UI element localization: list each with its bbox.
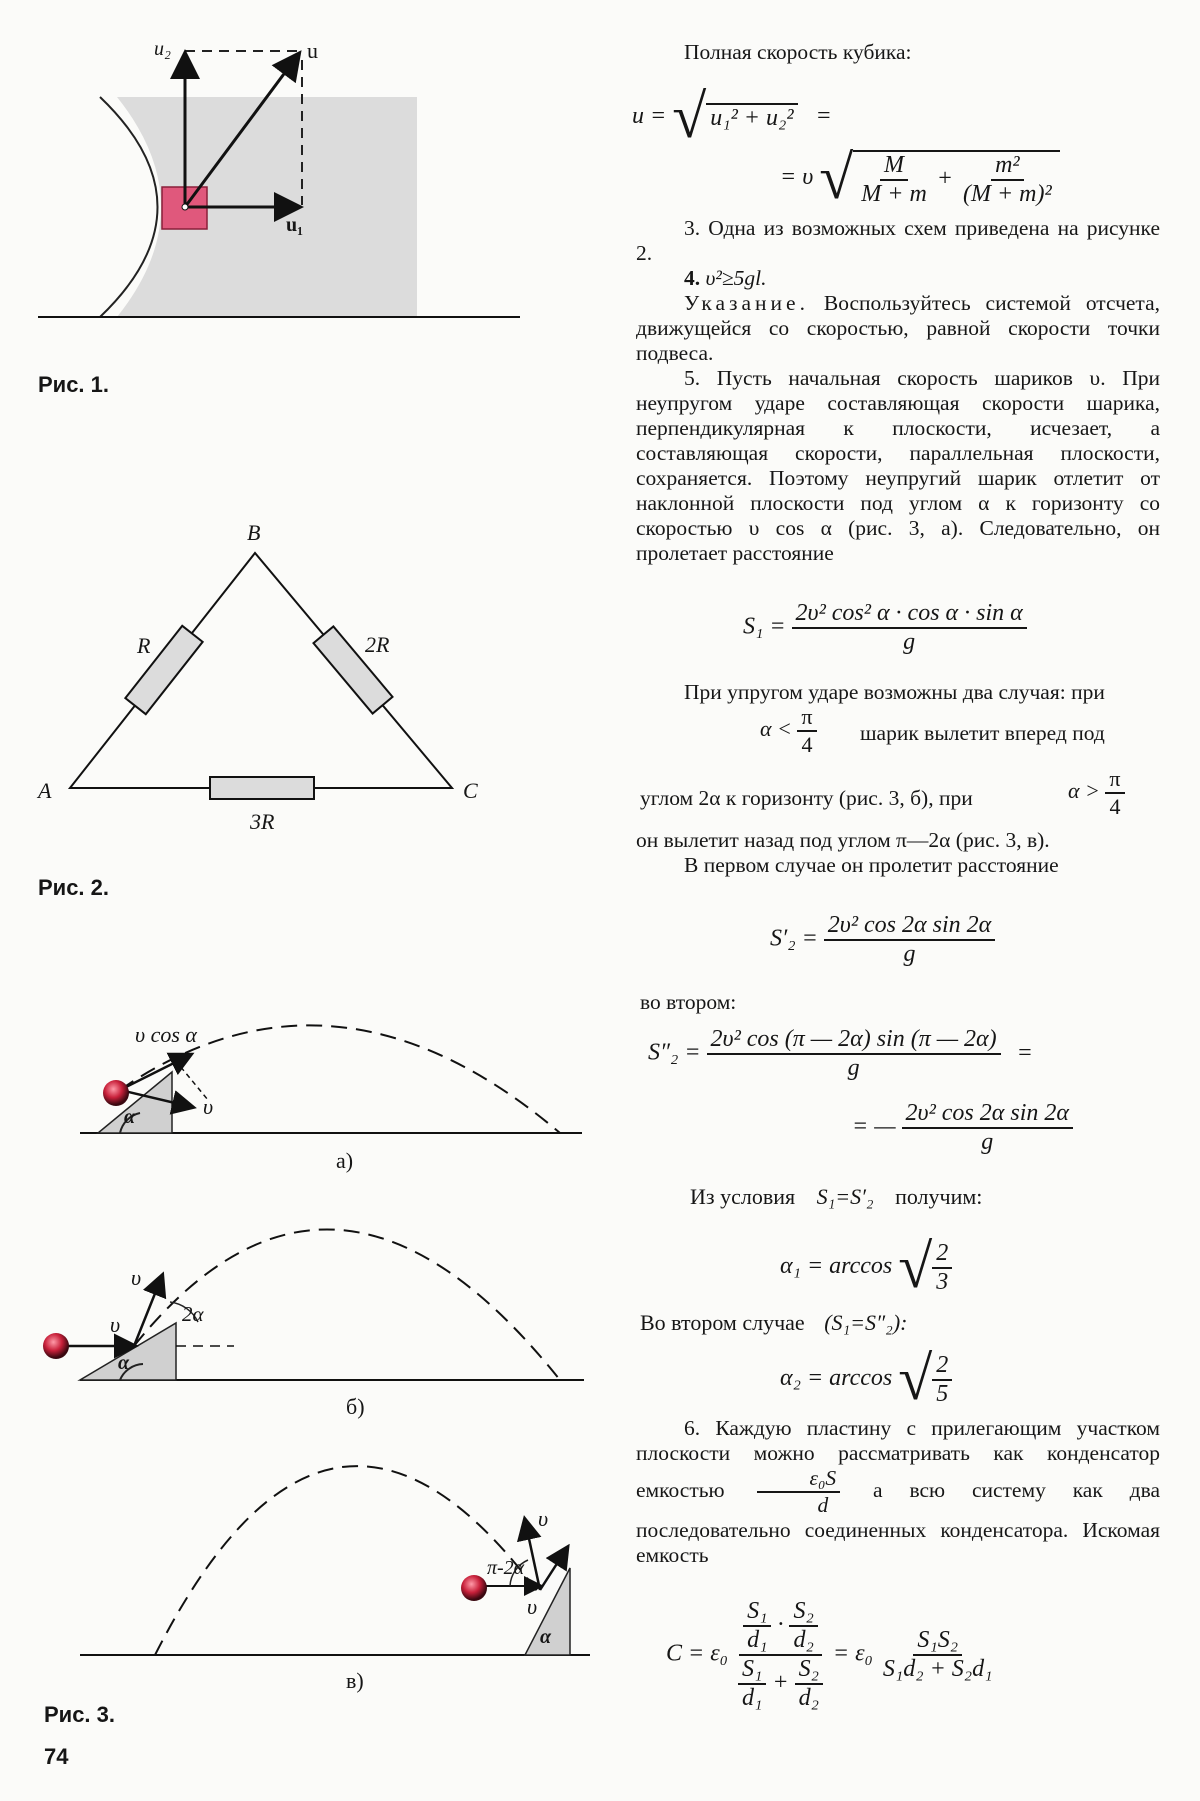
fig3a-label-vcos: υ cos α (135, 1022, 197, 1047)
eq-s1-lhs: S₁ = (743, 613, 786, 640)
fig2-label-2R: 2R (365, 632, 390, 657)
fig1-label-u: u (307, 38, 318, 63)
eq-s2p-num: 2υ² cos 2α sin 2α (824, 912, 995, 941)
eq-s2-dprime-2 (852, 1100, 1073, 1156)
fig3c-label-alpha: α (540, 1626, 552, 1648)
eq-u2-d2: (M + m)² (962, 180, 1052, 207)
item-6-b-text: а всю систему как два последовательно соединенных конденсатора. Искомая емкость (636, 1477, 1161, 1567)
hint-text: Воспользуйтесь системой отсчета, движущейся со скоростью, равной скорости точки подвеса. (636, 291, 1160, 365)
eq-u-eq: = (815, 103, 832, 130)
eq-C-d1b: d₁ (742, 1685, 763, 1711)
resistor-3R (210, 777, 314, 799)
eq-C-eq: = ε₀ (832, 1640, 873, 1667)
item-4-formula: υ²≥5gl. (705, 266, 767, 290)
cond-alpha-gt-sign: α > (1068, 778, 1100, 804)
fig3b-label-v-left: υ (110, 1312, 121, 1337)
second-case-text: Во втором случае (640, 1310, 805, 1335)
eq-C-n2b: S₂ (795, 1656, 823, 1685)
item-6-a (636, 1416, 1160, 1568)
eq-C-n2: S₂ (789, 1598, 817, 1627)
fig3b-ball (43, 1333, 69, 1359)
fig3c-ball (461, 1575, 487, 1601)
eq-s2pp-lhs: S″₂ = (648, 1039, 701, 1066)
page-number: 74 (44, 1744, 69, 1769)
eq-u2-n1: M (880, 152, 908, 181)
from-cond-get: получим: (895, 1184, 983, 1209)
cond-alpha-gt (1068, 766, 1125, 820)
fig3c-label-v-top: υ (538, 1506, 549, 1531)
hint-word: Указание. (684, 291, 809, 315)
fig2-label-3R: 3R (250, 809, 275, 834)
eq-s2pp-eq: = (1016, 1039, 1033, 1066)
text-elastic-1 (636, 680, 1160, 705)
elastic-line-3: углом 2α к горизонту (рис. 3, б), при (640, 786, 973, 810)
item-3: 3. Одна из возможных схем приведена на рисунке 2. (636, 216, 1160, 265)
text-second-case (640, 1310, 907, 1336)
eq-C-d1: d₁ (747, 1627, 768, 1653)
eq-u2: = υ √ $\frac{M}{M + m}$ + $\frac{\text{m²}}{\text{(M + m)²}}$ (780, 143, 1060, 214)
fig2-label-R: R (137, 633, 151, 658)
fig2-label-C: C (463, 778, 478, 803)
text-from-condition (690, 1184, 982, 1210)
item-4-number: 4. (684, 266, 701, 290)
fig3a-sublabel: a) (336, 1148, 354, 1173)
text-elastic-end (636, 828, 1160, 878)
eq-a2-lhs: α₂ = arccos (780, 1365, 893, 1392)
eq-u: u = √ u₁² + u₂² = (632, 83, 832, 151)
eq-u-lhs: u = (632, 103, 667, 130)
eq-s2-dprime (648, 1026, 1033, 1082)
fig3a-ball (103, 1080, 129, 1106)
fig1-label-u1: u₁ (286, 214, 304, 236)
cond-gt-pi: π (1105, 766, 1124, 794)
fig3b-sublabel: б) (346, 1394, 365, 1419)
text-item-6 (636, 1416, 1160, 1568)
from-cond-formula: S₁=S′₂ (816, 1184, 874, 1209)
eq-s2pp-den: g (847, 1055, 860, 1081)
text-full-speed: Полная скорость кубика: (684, 40, 912, 64)
eq-C-lhs: C = ε₀ (666, 1640, 729, 1667)
eq-C-d2: d₂ (793, 1627, 814, 1653)
eq-capacitance (666, 1598, 996, 1712)
eq-u2-plus: + (936, 165, 953, 192)
fig3c-label-pi2a: π-2α (487, 1557, 525, 1579)
elastic-line-4: он вылетит назад под углом π—2α (рис. 3, в). (636, 828, 1050, 852)
item-4 (636, 266, 1160, 291)
eq-s2pp2-lhs: = — (852, 1113, 896, 1140)
fig2-caption: Рис. 2. (38, 875, 110, 900)
eq-s1-den: g (903, 629, 916, 655)
cond-alpha-lt-sign: α < (760, 716, 792, 742)
eq-a1-d: 3 (936, 1268, 949, 1295)
eq-u2-lhs: = υ (780, 164, 814, 191)
cap-n: ε₀S (757, 1466, 840, 1493)
fig3c-sublabel: в) (346, 1668, 364, 1693)
second-case-formula: (S₁=S″₂): (824, 1310, 908, 1335)
eq-a2-n: 2 (932, 1352, 952, 1381)
from-cond-text: Из условия (690, 1184, 796, 1209)
eq-s1-num: 2υ² cos² α · cos α · sin α (792, 600, 1027, 629)
elastic-line-1: При упругом ударе возможны два случая: при (684, 680, 1105, 704)
fig3b-label-alpha: α (118, 1352, 130, 1374)
fig3a-label-alpha: α (124, 1106, 136, 1128)
cap-d: d (817, 1493, 829, 1517)
eq-C-d2b: d₂ (798, 1685, 819, 1711)
eq-u2-n2: m² (991, 152, 1024, 181)
fig3c-label-v-low: υ (527, 1594, 538, 1619)
fig1-label-u2: u₂ (154, 38, 171, 60)
eq-C-rn: S₁S₂ (913, 1627, 962, 1656)
eq-s2pp2-den: g (981, 1129, 994, 1155)
text-second: во втором: (640, 990, 737, 1014)
eq-C-n1b: S₁ (738, 1656, 766, 1685)
hint (636, 291, 1160, 366)
eq-a1-lhs: α₁ = arccos (780, 1253, 893, 1280)
text-block-3-5 (636, 216, 1160, 566)
eq-s2-prime (770, 912, 995, 968)
eq-s2p-lhs: S′₂ = (770, 925, 818, 952)
fig1-caption: Рис. 1. (38, 372, 110, 397)
eq-s2pp2-num: 2υ² cos 2α sin 2α (902, 1100, 1073, 1129)
eq-C-n1: S₁ (743, 1598, 771, 1627)
fig2-circuit (70, 553, 452, 799)
cond-lt-pi: π (797, 704, 816, 732)
eq-alpha1: α₁ = arccos √ $\frac{2}{3}$ (780, 1232, 952, 1303)
cond-lt-four: 4 (801, 732, 813, 757)
eq-alpha2: α₂ = arccos √ $\frac{2}{5}$ (780, 1344, 952, 1415)
fig3b-label-2alpha: 2α (182, 1302, 204, 1326)
first-case: В первом случае он пролетит расстояние (684, 853, 1059, 877)
eq-s2pp-num: 2υ² cos (π — 2α) sin (π — 2α) (707, 1026, 1001, 1055)
cond-alpha-lt (760, 704, 817, 758)
eq-C-rd: S₁d₂ + S₂d₁ (882, 1656, 993, 1682)
eq-u2-d1: M + m (861, 180, 927, 207)
cond-gt-four: 4 (1109, 794, 1121, 819)
item-6-a-text: 6. Каждую пластину с прилегающим участком плоскости можно рассматривать как конденсатор емкостью (636, 1416, 1160, 1502)
eq-C-dot: · (777, 1611, 784, 1638)
fig3b-label-v-top: υ (131, 1265, 142, 1290)
eq-a1-n: 2 (932, 1240, 952, 1269)
fig2-label-B: B (247, 520, 261, 545)
fig3-caption: Рис. 3. (44, 1702, 116, 1727)
elastic-line-2: шарик вылетит вперед под (860, 721, 1105, 745)
eq-u-radicand: u₁² + u₂² (706, 103, 797, 132)
eq-s2p-den: g (903, 941, 916, 967)
fig1-diagram (38, 51, 520, 317)
eq-s1 (743, 600, 1027, 656)
eq-a2-d: 5 (936, 1380, 949, 1407)
fig2-label-A: A (38, 778, 52, 803)
fig3a-label-v: υ (203, 1094, 214, 1119)
item-5: 5. Пусть начальная скорость шариков υ. При неупругом ударе составляющая скорости шарика, перпендикулярная к плоскости, исчезает, а составляющая скорости, параллельная плоскости, сохраняется. Поэтому неупругий шарик отлетит от наклонной плоскости под углом α к горизонту со скоростью υ cos α (рис. 3, а). Следовательно, он пролетает расстояние (636, 366, 1160, 565)
eq-C-plus: + (772, 1669, 789, 1696)
